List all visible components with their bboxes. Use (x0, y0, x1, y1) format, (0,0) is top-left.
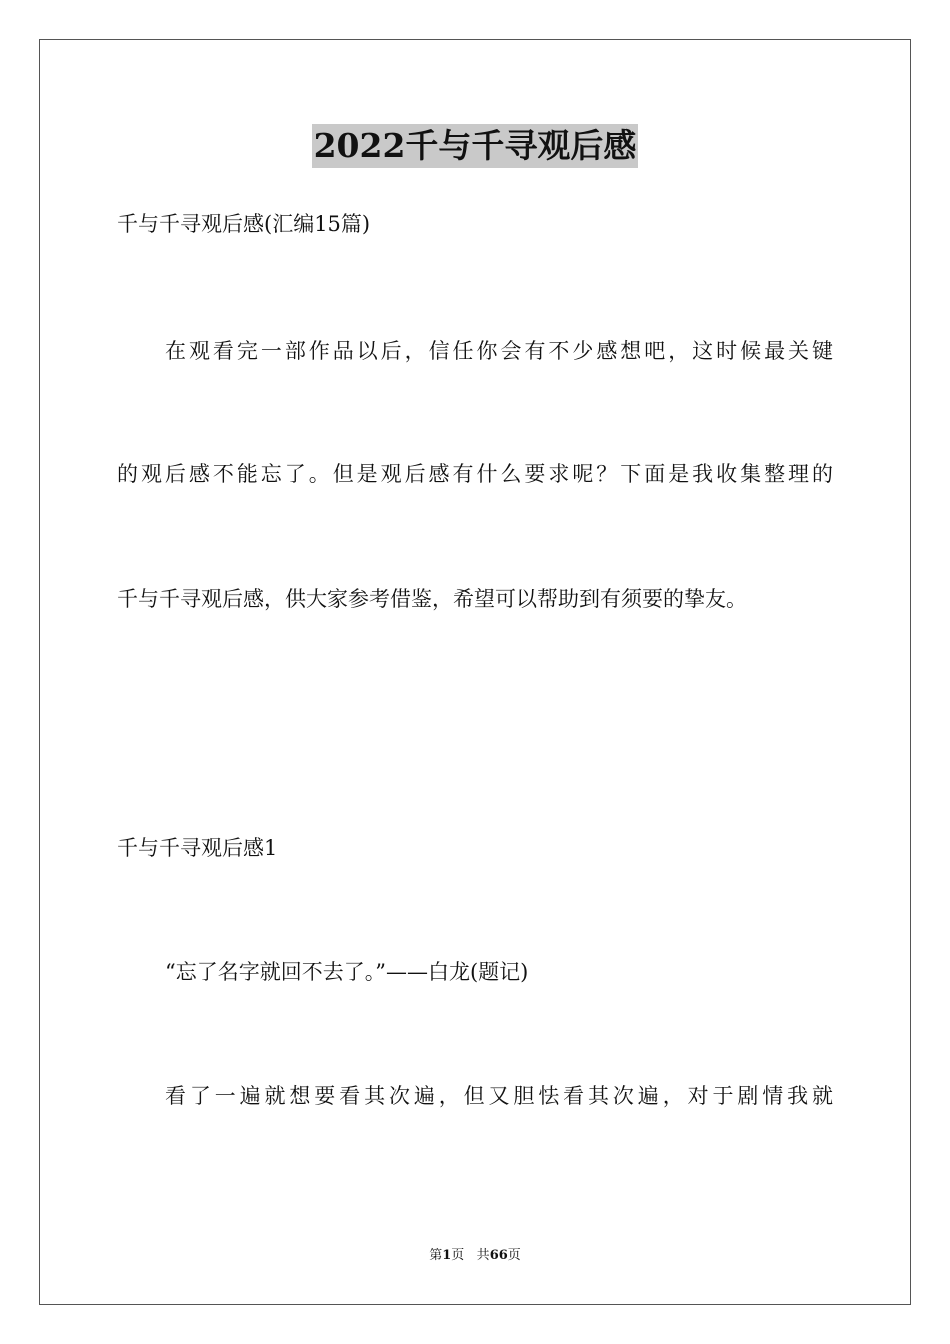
footer-page-prefix: 第 (429, 1248, 443, 1263)
footer-page-suffix: 页 (451, 1248, 465, 1263)
intro-line-3: 千与千寻观后感，供大家参考借鉴，希望可以帮助到有须要的挚友。 (117, 587, 747, 611)
page-footer (0, 1247, 950, 1265)
document-subtitle: 千与千寻观后感(汇编15篇) (117, 212, 371, 236)
footer-total-prefix: 共 (476, 1248, 490, 1263)
body-line: 看了一遍就想要看其次遍，但又胆怯看其次遍，对于剧情我就 (165, 1084, 833, 1108)
intro-line-1: 在观看完一部作品以后，信任你会有不少感想吧，这时候最关键 (165, 339, 833, 363)
title-container (0, 124, 950, 168)
footer-total-suffix: 页 (507, 1248, 521, 1263)
footer-page-number: 1 (442, 1248, 452, 1263)
section-heading: 千与千寻观后感1 (117, 836, 278, 860)
quote-line: “忘了名字就回不去了。”——白龙(题记) (165, 960, 529, 984)
intro-line-2: 的观后感不能忘了。但是观后感有什么要求呢？下面是我收集整理的 (117, 462, 833, 486)
document-title: 2022千与千寻观后感 (312, 124, 639, 168)
footer-total-pages: 66 (489, 1248, 508, 1263)
